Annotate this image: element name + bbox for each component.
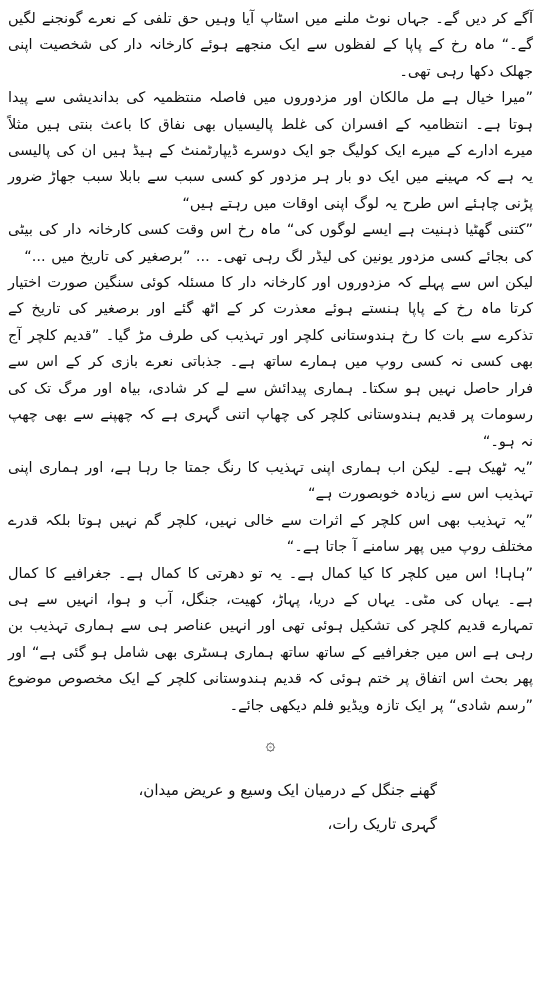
section-divider-icon: ۞ [265, 734, 276, 755]
paragraph: ”یہ ٹھیک ہے۔ لیکن اب ہماری اپنی تہذیب کا رنگ جمتا جا رہا ہے، اور ہماری اپنی تہذیب اس سے زیادہ خوبصورت ہے“ [8, 459, 533, 503]
paragraph: ”ہاہا! اس میں کلچر کا کیا کمال ہے۔ یہ تو دھرتی کا کمال ہے۔ جغرافیے کا کمال ہے۔ یہاں کی مٹی۔ یہاں کے دریا، پہاڑ، کھیت، جنگل، آب و ہوا، انہیں سے ہی تمہارے قدیم کلچر کی تشکیل ہوئی تھی اور انہیں عناصر ہی سے ہماری تہذیب بن رہی ہے اس میں جغرافیے کے ساتھ ساتھ ہماری ہسٹری بھی شامل ہو گئی ہے“ اور پھر بحث اس اتفاق پر ختم ہوئی کہ قدیم ہندوستانی کلچر کے ایک مخصوص موضوع ”رسم شادی“ پر ایک تازہ ویڈیو فلم دیکھی جائے۔ [8, 565, 533, 714]
paragraph: آگے کر دیں گے۔ جہاں نوٹ ملنے میں اسٹاپ آیا وہیں حق تلفی کے نعرے گونجنے لگیں گے۔“ ماہ رخ کے پاپا کے لفظوں سے ایک منجھے ہوئے کارخانہ دار کی شخصیت اپنی جھلک دکھا رہی تھی۔ [8, 11, 533, 80]
paragraph: ”یہ تہذیب بھی اس کلچر کے اثرات سے خالی نہیں، کلچر گم نہیں ہوتا بلکہ قدرے مختلف روپ میں پھر سامنے آ جاتا ہے۔“ [8, 512, 533, 556]
paragraph: ”میرا خیال ہے مل مالکان اور مزدوروں میں فاصلہ منتظمیہ کی بداندیشی سے پیدا ہوتا ہے۔ انتظامیہ کے افسران کی غلط پالیسیاں بھی نفاق کا باعث بنتی ہیں مثلاً میرے ادارے کے میرے ایک کولیگ جو ایک دوسرے ڈیپارٹمنٹ کے ہیڈ ہیں ان کی پالیسی یہ ہے کہ مہینے میں ایک دو بار ہر مزدور کو کسی سبب سے بابلا سبب جھاڑ ضرور پڑنی چاہئے اس طرح یہ لوگ اپنی اوقات میں رہتے ہیں“ [8, 90, 533, 212]
paragraph: لیکن اس سے پہلے کہ مزدوروں اور کارخانہ دار کا مسئلہ کوئی سنگین صورت اختیار کرتا ماہ رخ کے پاپا ہنستے ہوئے معذرت کر کے اٹھ گئے اور برصغیر کی تاریخ کے تذکرے سے بات کا رخ ہندوستانی کلچر اور تہذیب کی طرف مڑ گیا۔ ”قدیم کلچر آج بھی کسی نہ کسی روپ میں ہمارے ساتھ ہے۔ جذباتی نعرے بازی کر کے اس سے فرار حاصل نہیں ہو سکتا۔ ہماری پیدائش سے لے کر شادی، بیاہ اور مرگ تک کی رسومات پر قدیم ہندوستانی کلچر کی چھاپ اتنی گہری ہے کہ چھپنے سے بھی چھپ نہ ہو۔“ [8, 275, 533, 450]
verse-line: گہری تاریک رات، [327, 814, 437, 833]
paragraph: ”کتنی گھٹیا ذہنیت ہے ایسے لوگوں کی“ ماہ رخ اس وقت کسی کارخانہ دار کی بیٹی کی بجائے کسی مزدور یونین کی لیڈر لگ رہی تھی۔ ... ”برصغیر کی تاریخ میں ...“ [8, 222, 533, 265]
verse-line: گھنے جنگل کے درمیان ایک وسیع و عریض میدان، [138, 780, 437, 799]
